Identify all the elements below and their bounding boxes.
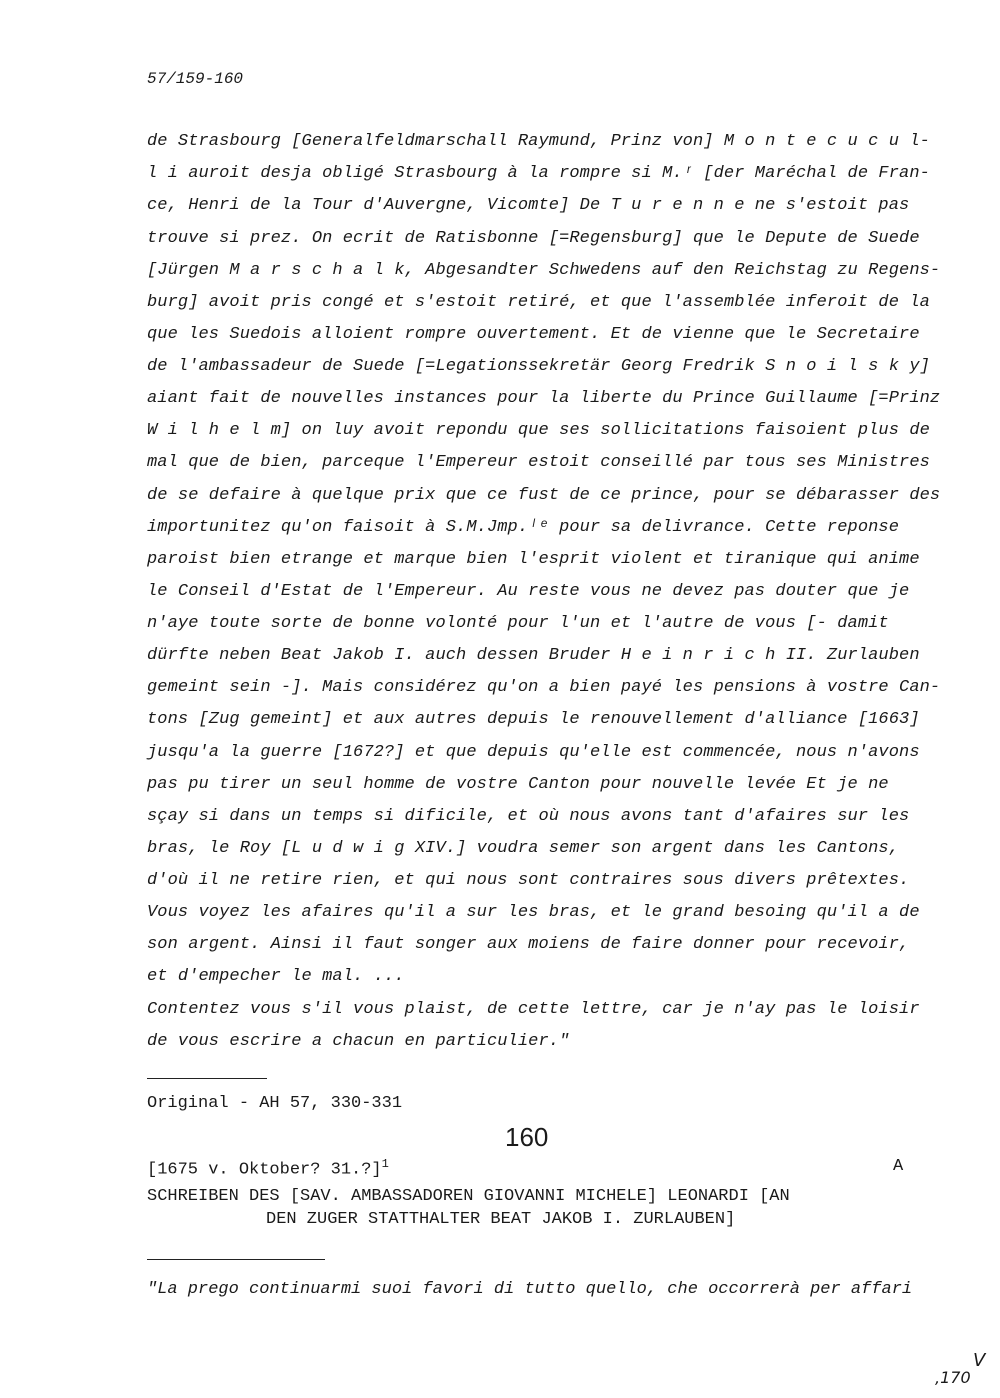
body-line: sçay si dans un temps si dificile, et où nous avons tant d'afaires sur les bbox=[147, 807, 910, 826]
handwritten-page-number: ,170 bbox=[935, 1368, 971, 1387]
body-line: mal que de bien, parceque l'Empereur estoit conseillé par tous ses Ministres bbox=[147, 453, 930, 472]
source-reference: Original - AH 57, 330-331 bbox=[147, 1094, 403, 1113]
letter-text: "La prego continuarmi suoi favori di tutto quello, che occorrerà per affari bbox=[147, 1280, 913, 1299]
body-line: importunitez qu'on faisoit à S.M.Jmp.ˡᵉ pour sa delivrance. Cette reponse bbox=[147, 518, 900, 537]
body-line: l i auroit desja obligé Strasbourg à la rompre si M.ʳ [der Maréchal de Fran- bbox=[147, 164, 930, 183]
body-line: de vous escrire a chacun en particulier." bbox=[147, 1032, 570, 1051]
document-number: 160 bbox=[505, 1122, 549, 1152]
body-line: jusqu'a la guerre [1672?] et que depuis qu'elle est commencée, nous n'avons bbox=[147, 743, 920, 762]
body-line: bras, le Roy [L u d w i g XIV.] voudra semer son argent dans les Cantons, bbox=[147, 839, 900, 858]
body-line: [Jürgen M a r s c h a l k, Abgesandter Schwedens auf den Reichstag zu Regens- bbox=[147, 261, 941, 280]
document-date bbox=[147, 1157, 389, 1180]
body-line: de Strasbourg [Generalfeldmarschall Raymund, Prinz von] M o n t e c u c u l- bbox=[147, 132, 930, 151]
body-line: tons [Zug gemeint] et aux autres depuis le renouvellement d'alliance [1663] bbox=[147, 710, 920, 729]
footnote-marker: 1 bbox=[381, 1157, 389, 1171]
body-line: ce, Henri de la Tour d'Auvergne, Vicomte] De T u r e n n e ne s'estoit pas bbox=[147, 196, 910, 215]
body-line: pas pu tirer un seul homme de vostre Canton pour nouvelle levée Et je ne bbox=[147, 775, 889, 794]
check-mark: V bbox=[973, 1350, 986, 1371]
date-text: [1675 v. Oktober? 31.?] bbox=[147, 1160, 382, 1180]
document-heading-continued: DEN ZUGER STATTHALTER BEAT JAKOB I. ZURLAUBEN] bbox=[266, 1210, 736, 1229]
body-line: aiant fait de nouvelles instances pour la liberte du Prince Guillaume [=Prinz bbox=[147, 389, 941, 408]
page-reference: 57/159-160 bbox=[147, 70, 244, 88]
body-line: son argent. Ainsi il faut songer aux moiens de faire donner pour recevoir, bbox=[147, 935, 910, 954]
body-line: le Conseil d'Estat de l'Empereur. Au reste vous ne devez pas douter que je bbox=[147, 582, 910, 601]
document-heading: SCHREIBEN DES [SAV. AMBASSADOREN GIOVANNI MICHELE] LEONARDI [AN bbox=[147, 1187, 790, 1206]
body-line: d'où il ne retire rien, et qui nous sont contraires sous divers prêtextes. bbox=[147, 871, 910, 890]
body-line: paroist bien etrange et marque bien l'esprit violent et tiranique qui anime bbox=[147, 550, 920, 569]
body-line: que les Suedois alloient rompre ouvertement. Et de vienne que le Secretaire bbox=[147, 325, 920, 344]
body-line: burg] avoit pris congé et s'estoit retiré, et que l'assemblée inferoit de la bbox=[147, 293, 930, 312]
footnote-divider bbox=[147, 1078, 267, 1079]
body-line: Vous voyez les afaires qu'il a sur les bras, et le grand besoing qu'il a de bbox=[147, 903, 920, 922]
body-line: gemeint sein -]. Mais considérez qu'on a bien payé les pensions à vostre Can- bbox=[147, 678, 941, 697]
section-divider bbox=[147, 1259, 325, 1260]
body-line: et d'empecher le mal. ... bbox=[147, 967, 405, 986]
body-line: de l'ambassadeur de Suede [=Legationssekretär Georg Fredrik S n o i l s k y] bbox=[147, 357, 930, 376]
body-line: n'aye toute sorte de bonne volonté pour l'un et l'autre de vous [- damit bbox=[147, 614, 889, 633]
document-variant-letter: A bbox=[893, 1157, 904, 1176]
body-line: Contentez vous s'il vous plaist, de cette lettre, car je n'ay pas le loisir bbox=[147, 1000, 920, 1019]
body-line: trouve si prez. On ecrit de Ratisbonne [=Regensburg] que le Depute de Suede bbox=[147, 229, 920, 248]
body-line: de se defaire à quelque prix que ce fust de ce prince, pour se débarasser des bbox=[147, 486, 941, 505]
body-line: dürfte neben Beat Jakob I. auch dessen Bruder H e i n r i c h II. Zurlauben bbox=[147, 646, 920, 665]
body-line: W i l h e l m] on luy avoit repondu que ses sollicitations faisoient plus de bbox=[147, 421, 930, 440]
